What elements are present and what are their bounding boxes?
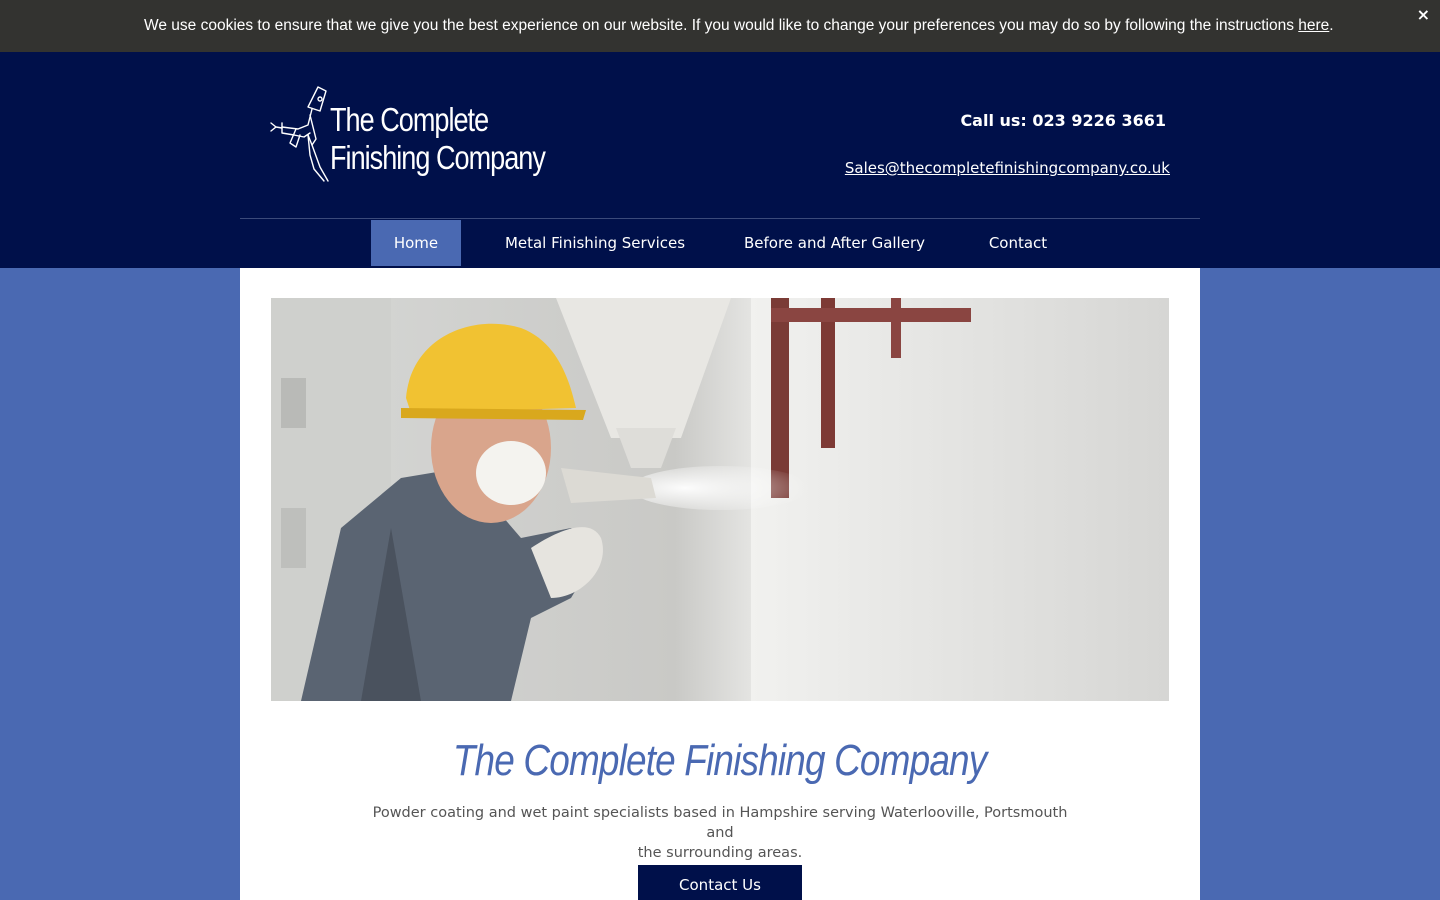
email-link[interactable]: Sales@thecompletefinishingcompany.co.uk xyxy=(844,159,1170,177)
cookie-preferences-link[interactable]: here xyxy=(1298,17,1330,34)
nav-item-metal-finishing-services[interactable]: Metal Finishing Services xyxy=(504,234,686,252)
page-title xyxy=(240,730,1200,792)
description-line-2: the surrounding areas. xyxy=(637,845,803,861)
nav-item-contact[interactable]: Contact xyxy=(988,234,1048,252)
nav-item-before-and-after-gallery[interactable]: Before and After Gallery xyxy=(743,234,925,252)
spray-gun-logo-icon xyxy=(268,85,338,189)
logo-line-2: Finishing Company xyxy=(330,139,545,176)
cookie-banner xyxy=(0,0,1440,52)
phone-number[interactable]: Call us: 023 9226 3661 xyxy=(960,111,1166,130)
logo-wordmark xyxy=(330,101,545,177)
logo-line-1: The Complete xyxy=(330,101,489,138)
main-navigation xyxy=(240,219,1200,268)
cookie-message xyxy=(144,0,1334,52)
description-line-1: Powder coating and wet paint specialists based in Hampshire serving Waterlooville, Portsmouth and xyxy=(372,805,1068,841)
page-description xyxy=(370,803,1070,863)
hero-image xyxy=(271,298,1169,701)
site-logo[interactable] xyxy=(268,85,548,189)
hero-photo-worker-spraying xyxy=(271,298,1169,701)
contact-us-button[interactable]: Contact Us xyxy=(638,865,802,900)
close-icon[interactable]: × xyxy=(1416,5,1430,24)
nav-item-home[interactable]: Home xyxy=(371,220,461,266)
page-title-text: The Complete Finishing Company xyxy=(453,736,987,785)
site-header xyxy=(0,52,1440,268)
main-content xyxy=(240,268,1200,900)
cookie-period: . xyxy=(1329,17,1334,34)
cookie-text: We use cookies to ensure that we give you the best experience on our website. If you would like to change your preferences you may do so by following the instructions xyxy=(144,17,1299,34)
